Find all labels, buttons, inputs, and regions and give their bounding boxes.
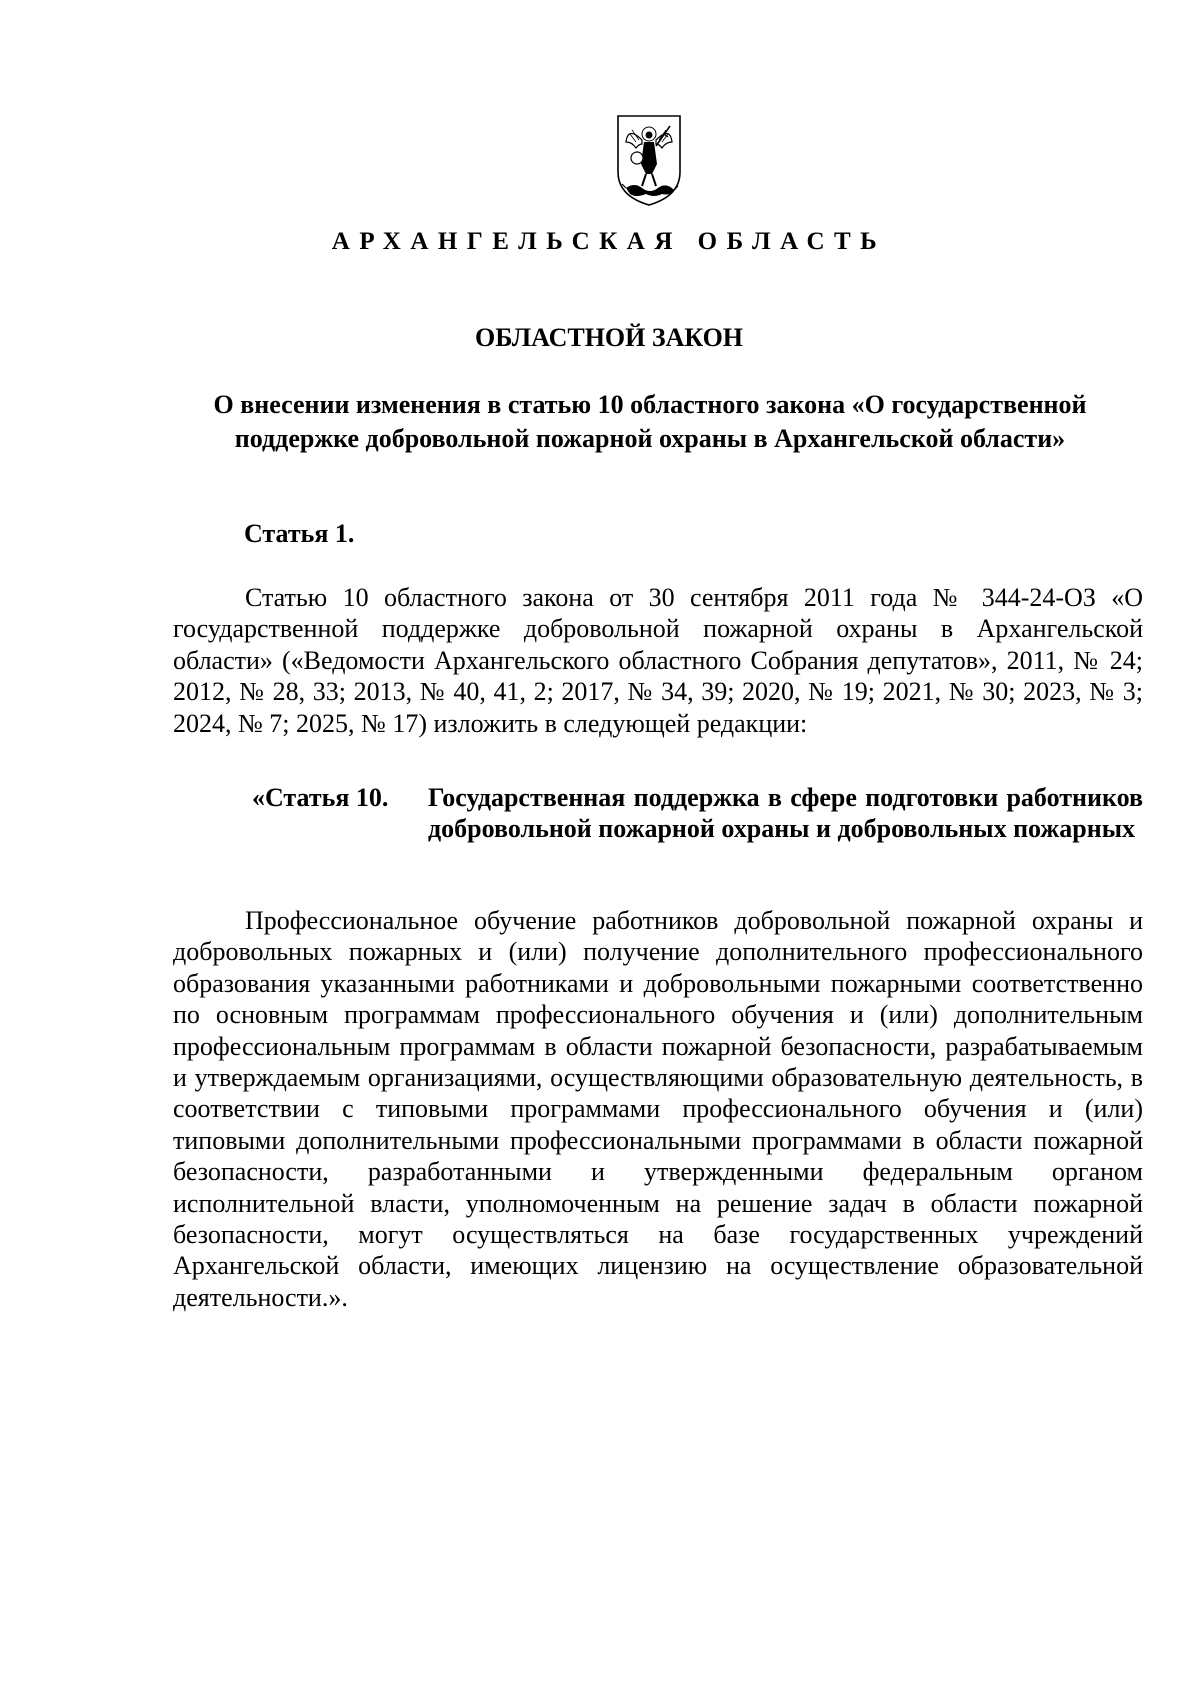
article-1-heading: Статья 1. [244,519,355,548]
archangel-coat-of-arms-icon [612,112,686,208]
article-1-paragraph: Статью 10 областного закона от 30 сентября 2011 года № 344-24-ОЗ «О государственной поддержке добровольной пожарной охраны в Архангельской области» («Ведомости Архангельского областного Собрания депутатов», 2011, № 24; 2012, № 28, 33; 2013, № 40, 41, 2; 2017, № 34, 39; 2020, № 19; 2021, № 30; 2023, № 3; 2024, № 7; 2025, № 17) изложить в следующей редакции: [173,583,1143,738]
article-10-heading [252,782,1143,845]
region-name: АРХАНГЕЛЬСКАЯ ОБЛАСТЬ [331,228,887,255]
document-type: ОБЛАСТНОЙ ЗАКОН [474,323,744,352]
document-title: О внесении изменения в статью 10 областного закона «О государственной поддержке добровольной пожарной охраны в Архангельской области» [213,390,1087,453]
article-10-title: Государственная поддержка в сфере подготовки работников добровольной пожарной охраны и добровольных пожарных [428,783,1143,844]
article-10-label: «Статья 10. [252,783,389,812]
article-10-paragraph: Профессиональное обучение работников добровольной пожарной охраны и добровольных пожарных и (или) получение дополнительного профессионального образования указанными работниками и добровольными пожарными соответственно по основным программам профессионального обучения и (или) дополнительным профессиональным программам в области пожарной безопасности, разрабатываемым и утверждаемым организациями, осуществляющими образовательную деятельность, в соответствии с типовыми программами профессионального обучения и (или) типовыми дополнительными профессиональными программами в области пожарной безопасности, разработанными и утвержденными федеральным органом исполнительной власти, уполномоченным на решение задач в области пожарной безопасности, могут осуществляться на базе государственных учреждений Архангельской области, имеющих лицензию на осуществление образовательной деятельности.». [173,906,1143,1312]
